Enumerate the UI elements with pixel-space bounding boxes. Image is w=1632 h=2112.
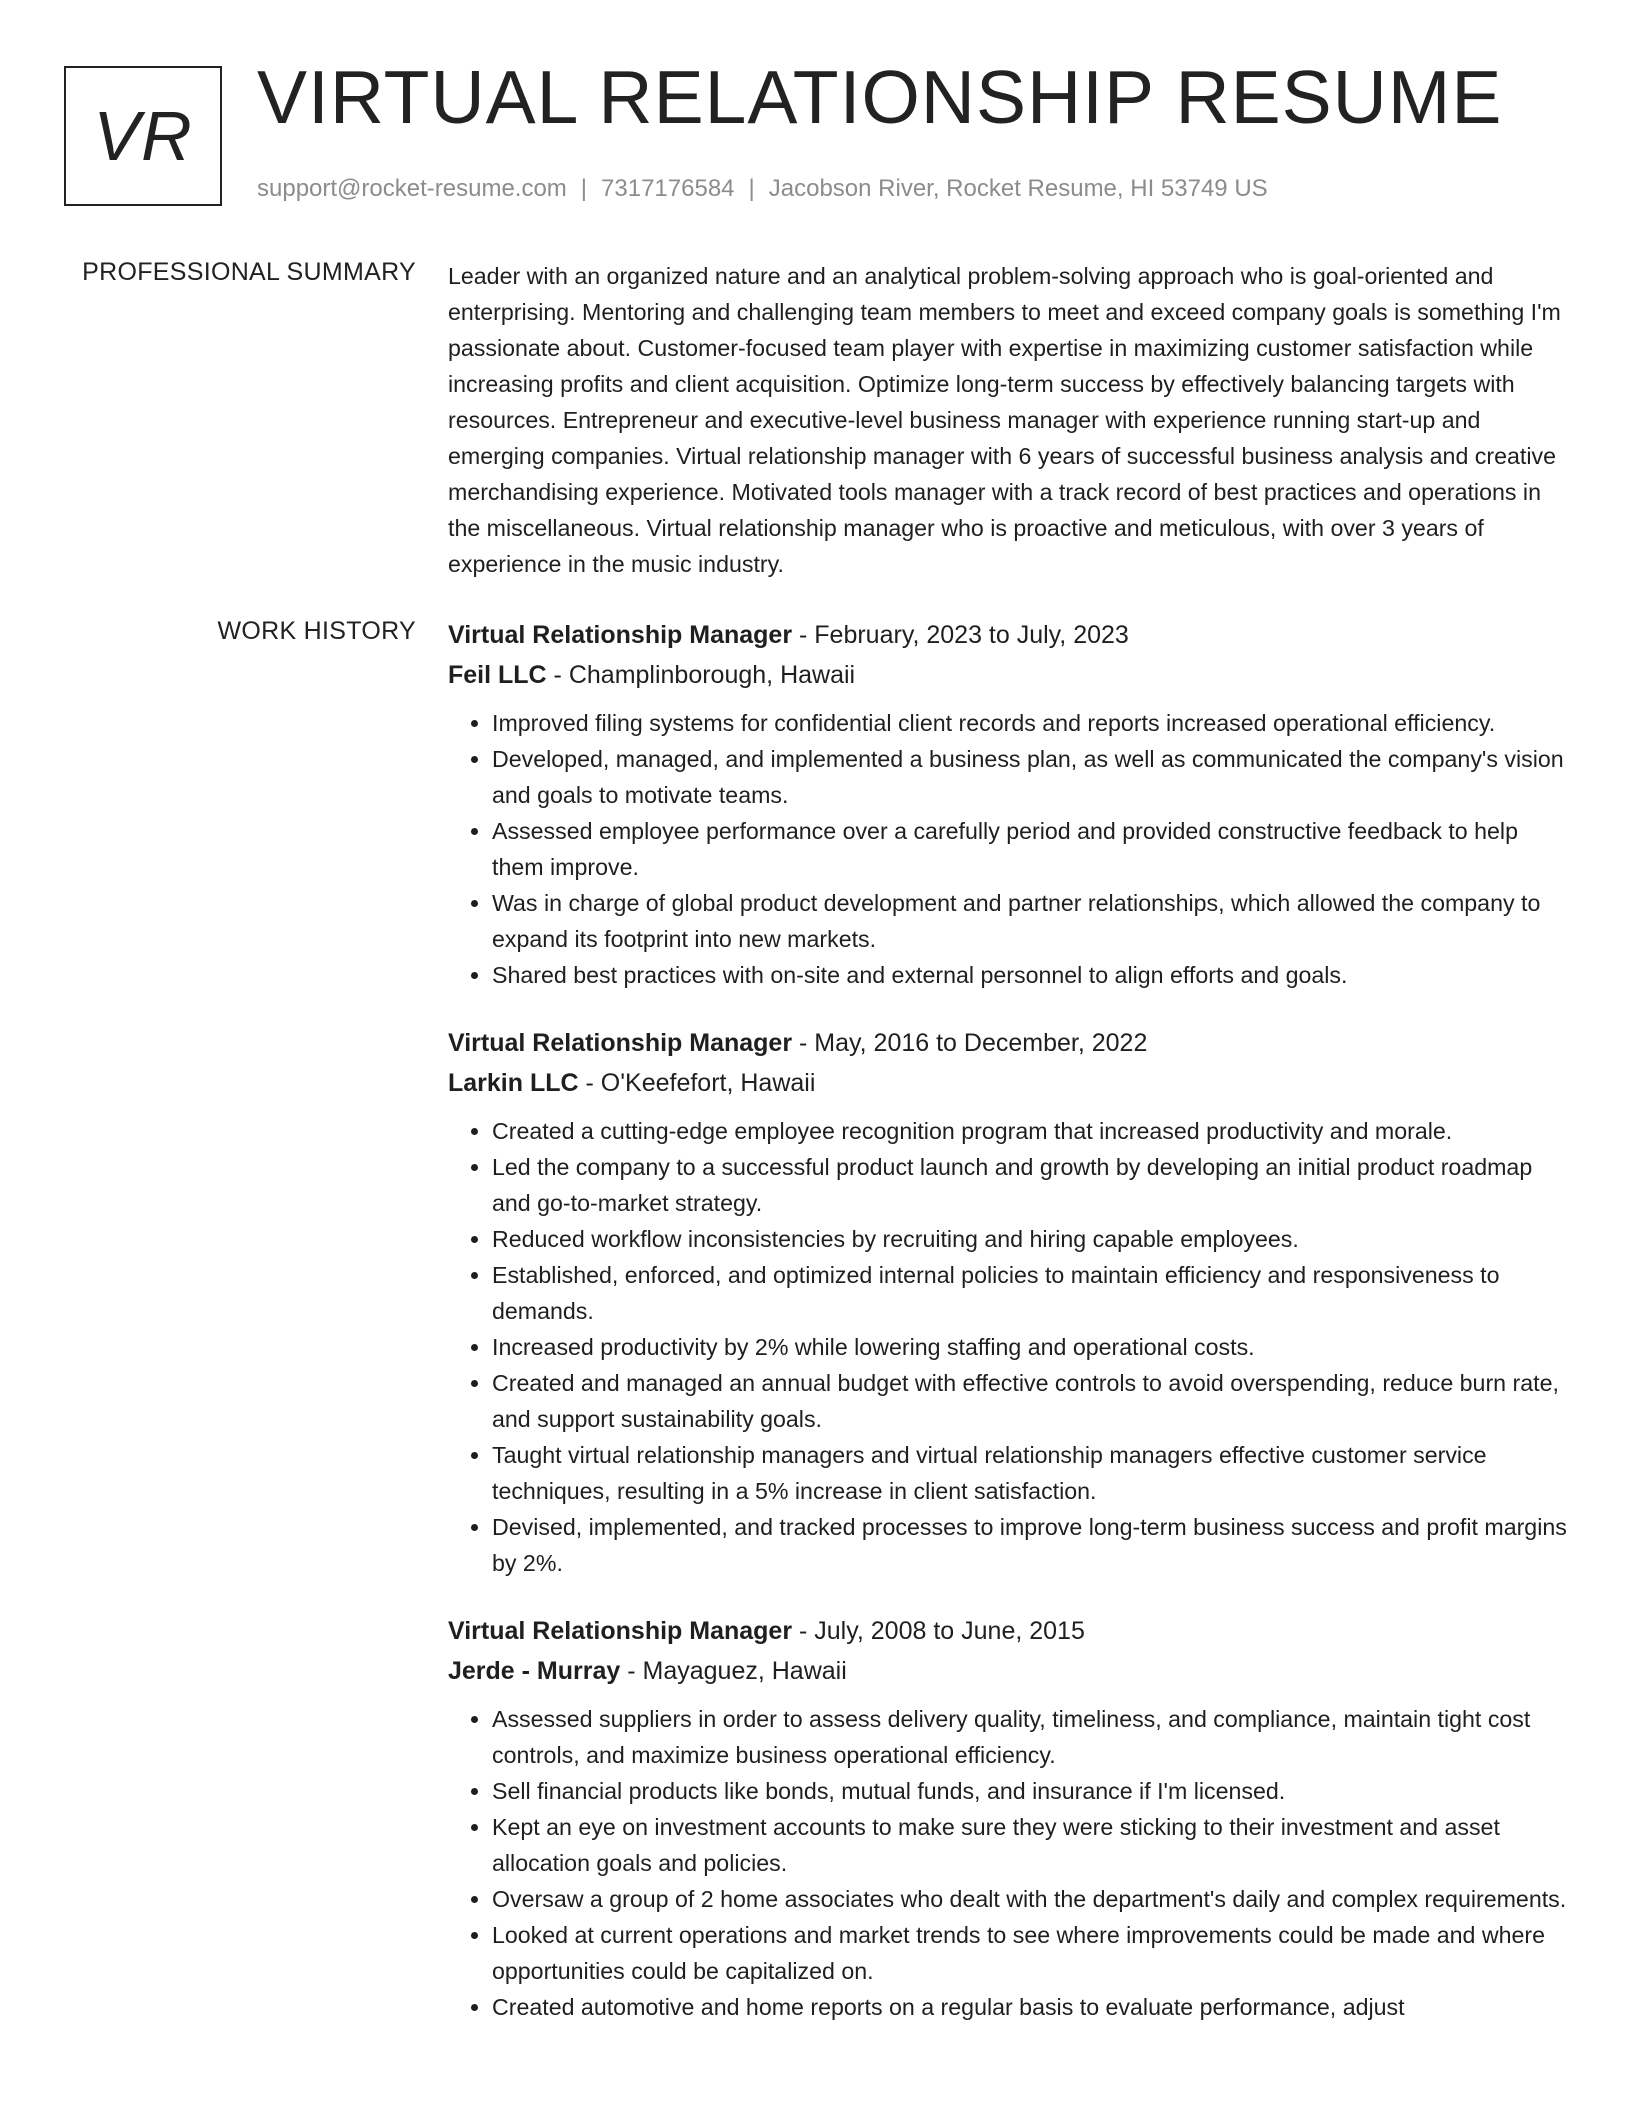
- job-bullet-list: [448, 1701, 1568, 2025]
- job-title: Virtual Relationship Manager: [448, 621, 793, 649]
- job-bullet: • Created and managed an annual budget with effective controls to avoid overspending, reduce burn rate, and support sustainability goals.: [492, 1365, 1568, 1437]
- job-bullet: • Kept an eye on investment accounts to make sure they were sticking to their investment and asset allocation goals and policies.: [492, 1809, 1568, 1881]
- job-location: - O'Keefefort, Hawaii: [578, 1069, 816, 1097]
- job-location: - Mayaguez, Hawaii: [620, 1657, 847, 1685]
- monogram-box: [64, 66, 222, 206]
- job-bullet: • Reduced workflow inconsistencies by recruiting and hiring capable employees.: [492, 1221, 1568, 1257]
- contact-separator: |: [580, 175, 588, 202]
- job-bullet: • Taught virtual relationship managers and virtual relationship managers effective customer service techniques, resulting in a 5% increase in client satisfaction.: [492, 1437, 1568, 1509]
- job-dates: - July, 2008 to June, 2015: [792, 1617, 1085, 1645]
- job-company-line: [448, 1651, 1568, 1691]
- job-bullet: • Shared best practices with on-site and external personnel to align efforts and goals.: [492, 957, 1568, 993]
- job-entry: [448, 1023, 1568, 1581]
- job-bullet-list: [448, 705, 1568, 993]
- job-bullet: • Increased productivity by 2% while lowering staffing and operational costs.: [492, 1329, 1568, 1365]
- job-bullet: • Developed, managed, and implemented a business plan, as well as communicated the company's vision and goals to motivate teams.: [492, 741, 1568, 813]
- job-dates: - February, 2023 to July, 2023: [792, 621, 1129, 649]
- job-bullet: • Assessed suppliers in order to assess delivery quality, timeliness, and compliance, maintain tight cost controls, and maximize business operational efficiency.: [492, 1701, 1568, 1773]
- resume-title: VIRTUAL RELATIONSHIP RESUME: [257, 55, 1503, 139]
- summary-text: Leader with an organized nature and an analytical problem-solving approach who is goal-oriented and enterprising. Mentoring and challenging team members to meet and exceed company goals is something I'm passionate about. Customer-focused team player with expertise in maximizing customer satisfaction while increasing profits and client acquisition. Optimize long-term success by effectively balancing targets with resources. Entrepreneur and executive-level business manager with experience running start-up and emerging companies. Virtual relationship manager with 6 years of successful business analysis and creative merchandising experience. Motivated tools manager with a track record of best practices and operations in the miscellaneous. Virtual relationship manager who is proactive and meticulous, with over 3 years of experience in the music industry.: [448, 263, 1561, 577]
- job-dates: - May, 2016 to December, 2022: [792, 1029, 1148, 1057]
- summary-heading: PROFESSIONAL SUMMARY: [82, 258, 416, 286]
- work-history-heading: WORK HISTORY: [217, 617, 416, 645]
- job-bullet: • Looked at current operations and market trends to see where improvements could be made and where opportunities could be capitalized on.: [492, 1917, 1568, 1989]
- job-title: Virtual Relationship Manager: [448, 1029, 793, 1057]
- job-bullet: • Created a cutting-edge employee recognition program that increased productivity and morale.: [492, 1113, 1568, 1149]
- contact-address: Jacobson River, Rocket Resume, HI 53749 US: [768, 175, 1268, 202]
- contact-separator: |: [748, 175, 755, 202]
- job-title-line: [448, 1023, 1568, 1063]
- monogram-initials: VR: [93, 97, 193, 175]
- job-bullet: • Led the company to a successful product launch and growth by developing an initial product roadmap and go-to-market strategy.: [492, 1149, 1568, 1221]
- job-bullet: • Was in charge of global product development and partner relationships, which allowed the company to expand its footprint into new markets.: [492, 885, 1568, 957]
- job-title: Virtual Relationship Manager: [448, 1617, 793, 1645]
- job-title-line: [448, 615, 1568, 655]
- job-company-line: [448, 1063, 1568, 1103]
- job-title-line: [448, 1611, 1568, 1651]
- job-bullet: • Devised, implemented, and tracked processes to improve long-term business success and profit margins by 2%.: [492, 1509, 1568, 1581]
- job-bullet: • Assessed employee performance over a carefully period and provided constructive feedback to help them improve.: [492, 813, 1568, 885]
- job-bullet: • Improved filing systems for confidential client records and reports increased operational efficiency.: [492, 705, 1568, 741]
- job-company: Feil LLC: [448, 661, 547, 689]
- job-bullet: • Created automotive and home reports on a regular basis to evaluate performance, adjust: [492, 1989, 1568, 2025]
- job-bullet: • Oversaw a group of 2 home associates who dealt with the department's daily and complex requirements.: [492, 1881, 1568, 1917]
- job-company-line: [448, 655, 1568, 695]
- contact-email: support@rocket-resume.com: [257, 175, 567, 202]
- job-company: Larkin LLC: [448, 1069, 579, 1097]
- job-entry: [448, 615, 1568, 993]
- summary-body: [448, 258, 1568, 582]
- work-history-body: [448, 615, 1568, 2055]
- contact-line: [257, 175, 1268, 203]
- job-bullet-list: [448, 1113, 1568, 1581]
- job-company: Jerde - Murray: [448, 1657, 621, 1685]
- job-entry: [448, 1611, 1568, 2025]
- job-bullet: • Sell financial products like bonds, mutual funds, and insurance if I'm licensed.: [492, 1773, 1568, 1809]
- job-bullet: • Established, enforced, and optimized internal policies to maintain efficiency and responsiveness to demands.: [492, 1257, 1568, 1329]
- job-location: - Champlinborough, Hawaii: [546, 661, 856, 689]
- contact-phone: 7317176584: [601, 175, 735, 202]
